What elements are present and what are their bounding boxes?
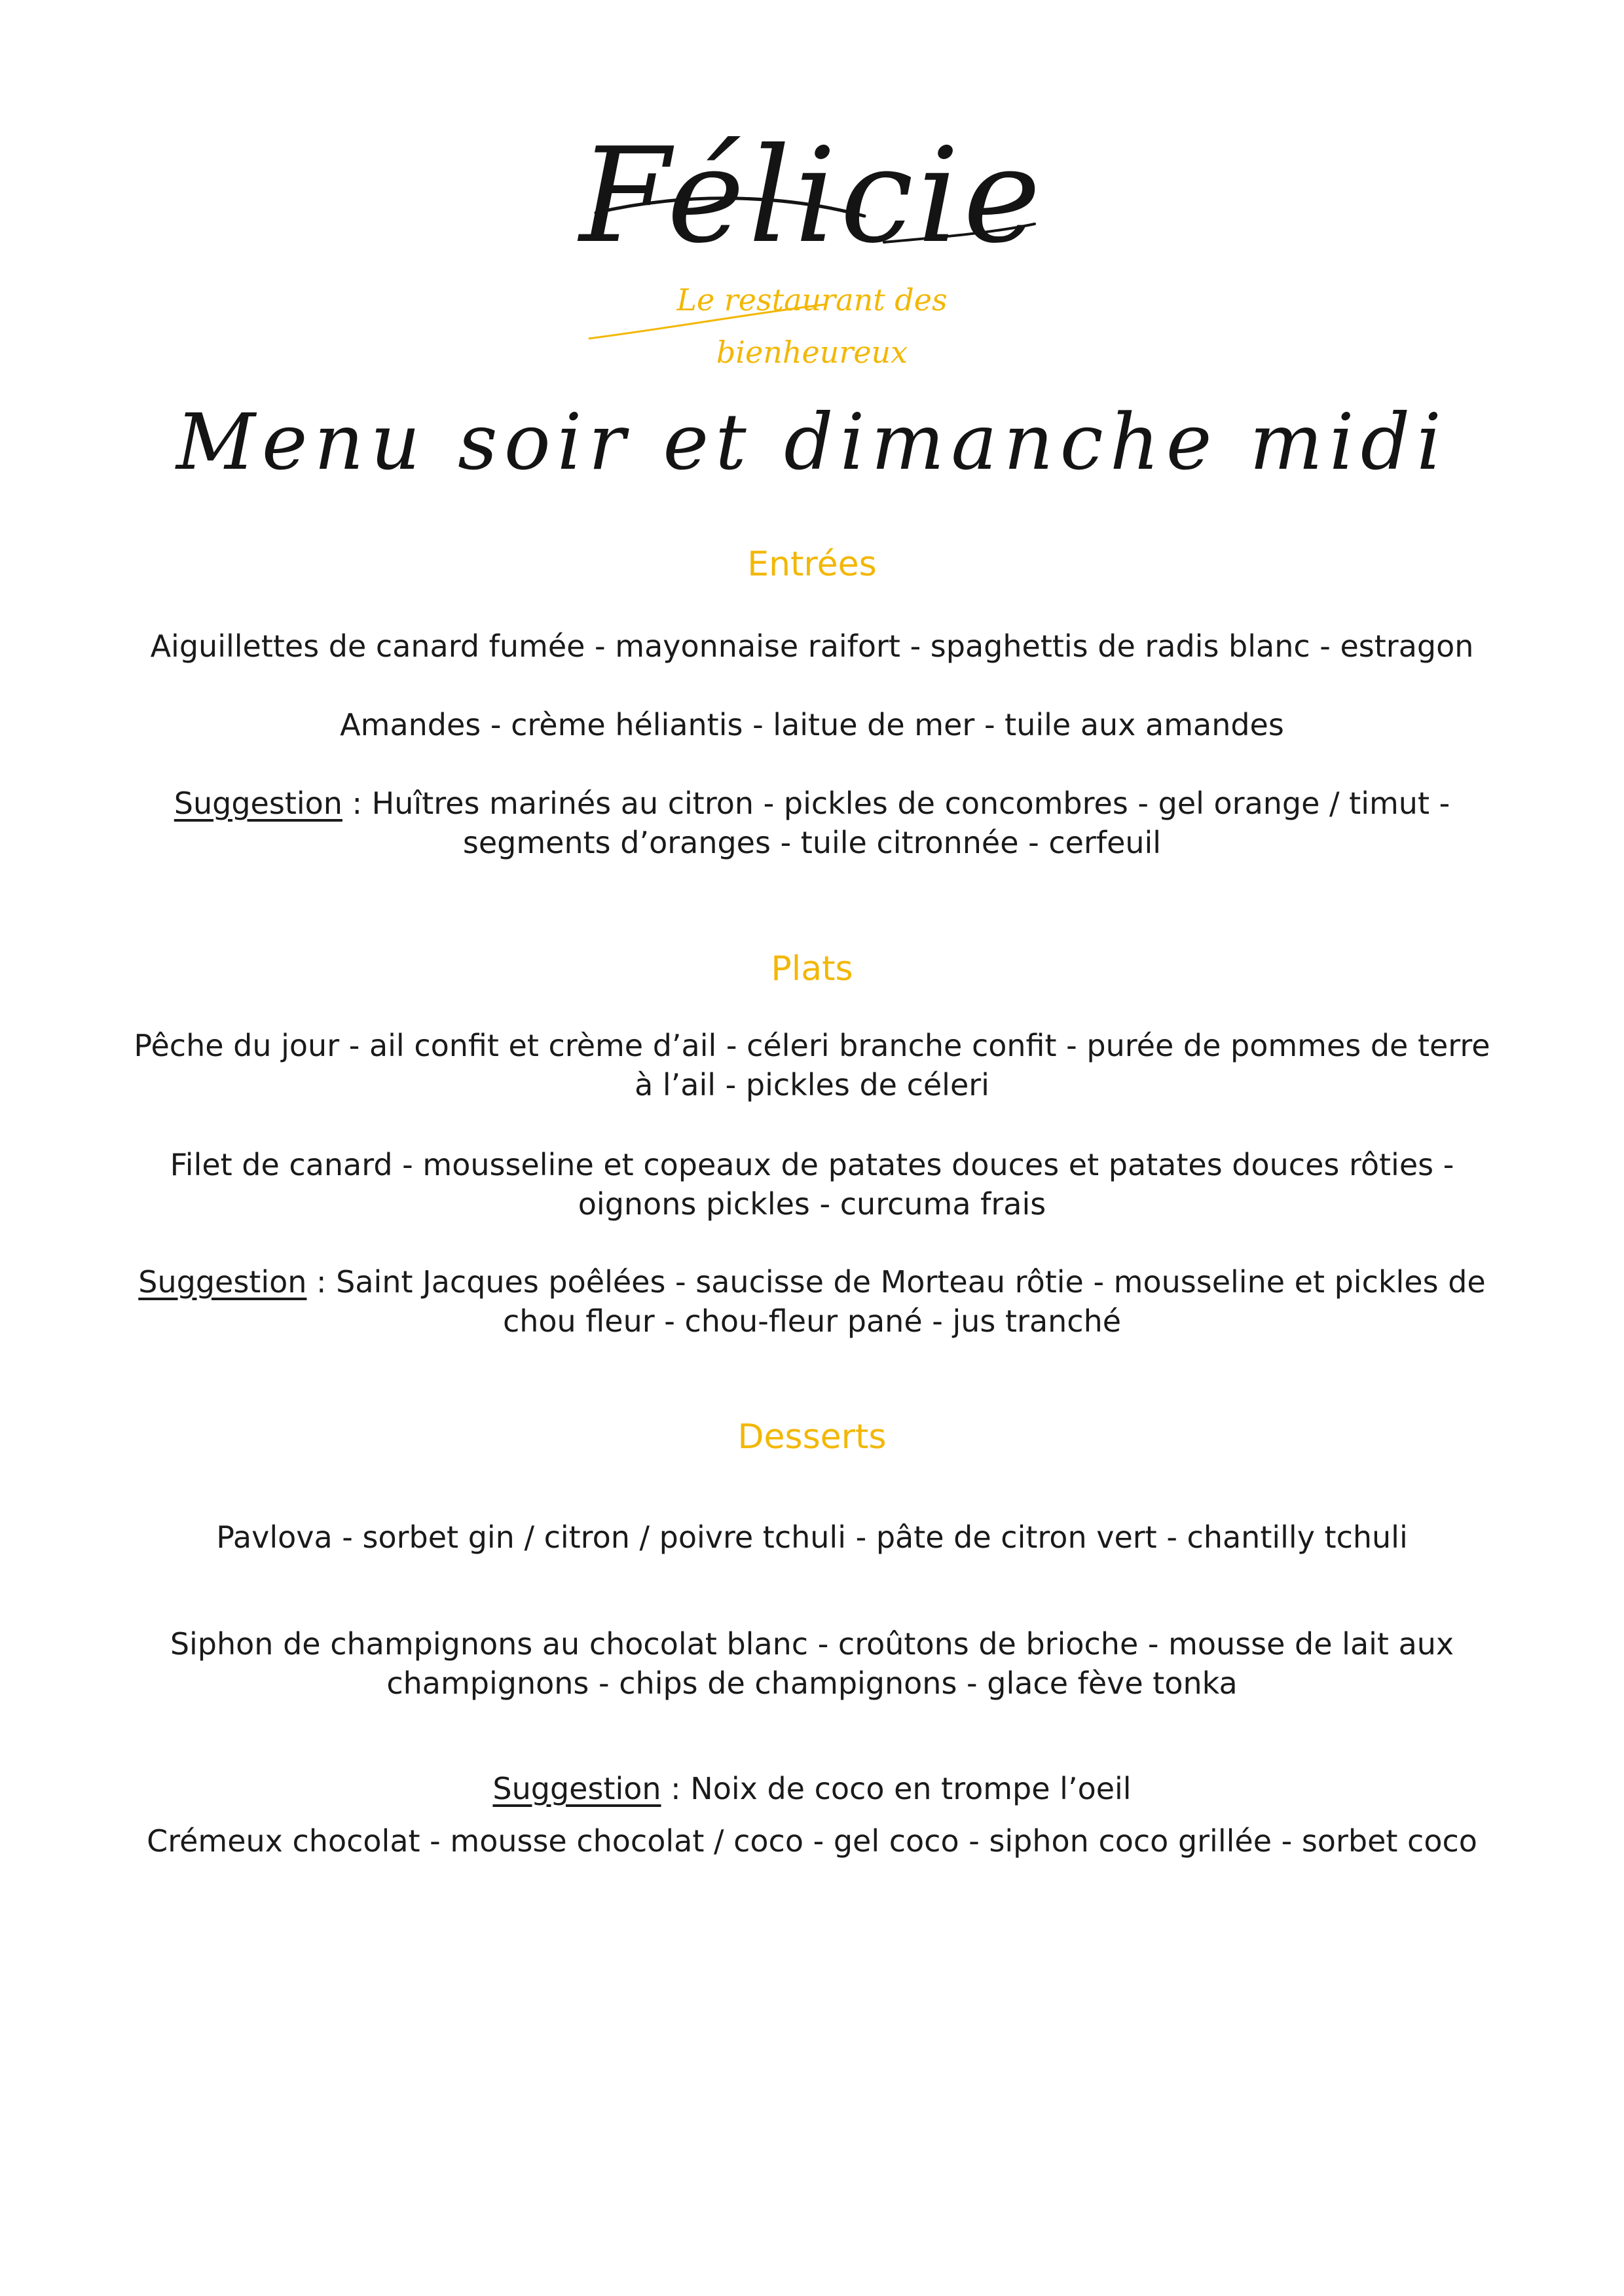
menu-item-line: à l’ail - pickles de céleri: [635, 1067, 989, 1102]
suggestion-label: Suggestion: [492, 1771, 661, 1806]
menu-item-line: segments d’oranges - tuile citronnée - cerfeuil: [462, 825, 1162, 860]
menu-item-line: Crémeux chocolat - mousse chocolat / coco - gel coco - siphon coco grillée - sorbet coco: [147, 1823, 1477, 1859]
menu-item-line: Aiguillettes de canard fumée - mayonnaise raifort - spaghettis de radis blanc - estragon: [150, 629, 1474, 664]
menu-item: [131, 705, 1493, 744]
section-title-entrees: Entrées: [747, 545, 877, 584]
suggestion-text: : Saint Jacques poêlées - saucisse de Morteau rôtie - mousseline et pickles de: [306, 1264, 1486, 1300]
menu-item-suggestion: [131, 1769, 1493, 1861]
section-title-desserts: Desserts: [737, 1417, 887, 1457]
menu-item-suggestion: [131, 784, 1493, 862]
menu-item-line: Pêche du jour - ail confit et crème d’ail - céleri branche confit - purée de pommes de terre: [134, 1028, 1490, 1063]
section-title-plats: Plats: [771, 949, 853, 989]
menu-item-line: [131, 784, 1493, 823]
menu-item: [131, 1624, 1493, 1703]
menu-item-line: oignons pickles - curcuma frais: [578, 1186, 1046, 1222]
suggestion-label: Suggestion: [174, 786, 342, 821]
menu-item-line: [131, 1769, 1493, 1808]
menu-item: [131, 1518, 1493, 1557]
menu-item-line: chou fleur - chou-fleur pané - jus tranché: [502, 1303, 1122, 1339]
suggestion-text: : Huîtres marinés au citron - pickles de concombres - gel orange / timut -: [342, 786, 1450, 821]
restaurant-logo: [576, 118, 1048, 370]
menu-title: Menu soir et dimanche midi: [175, 397, 1449, 487]
menu-item-line: champignons - chips de champignons - glace fève tonka: [386, 1666, 1238, 1701]
menu-item-line: Amandes - crème héliantis - laitue de mer - tuile aux amandes: [340, 707, 1284, 742]
menu-item: [131, 1026, 1493, 1104]
logo-name: Félicie: [579, 120, 1045, 272]
menu-item-line: Filet de canard - mousseline et copeaux de patates douces et patates douces rôties -: [170, 1147, 1454, 1182]
suggestion-label: Suggestion: [138, 1264, 307, 1300]
menu-item: [131, 1145, 1493, 1224]
menu-item: [131, 627, 1493, 666]
menu-item-suggestion: [131, 1262, 1493, 1341]
menu-item-line: Siphon de champignons au chocolat blanc - croûtons de brioche - mousse de lait aux: [170, 1626, 1454, 1662]
suggestion-text: : Noix de coco en trompe l’oeil: [661, 1771, 1132, 1806]
logo-tagline: Le restaurant des bienheureux: [676, 282, 948, 370]
menu-item-line: Pavlova - sorbet gin / citron / poivre tchuli - pâte de citron vert - chantilly tchuli: [216, 1520, 1408, 1555]
menu-item-line: [131, 1262, 1493, 1302]
